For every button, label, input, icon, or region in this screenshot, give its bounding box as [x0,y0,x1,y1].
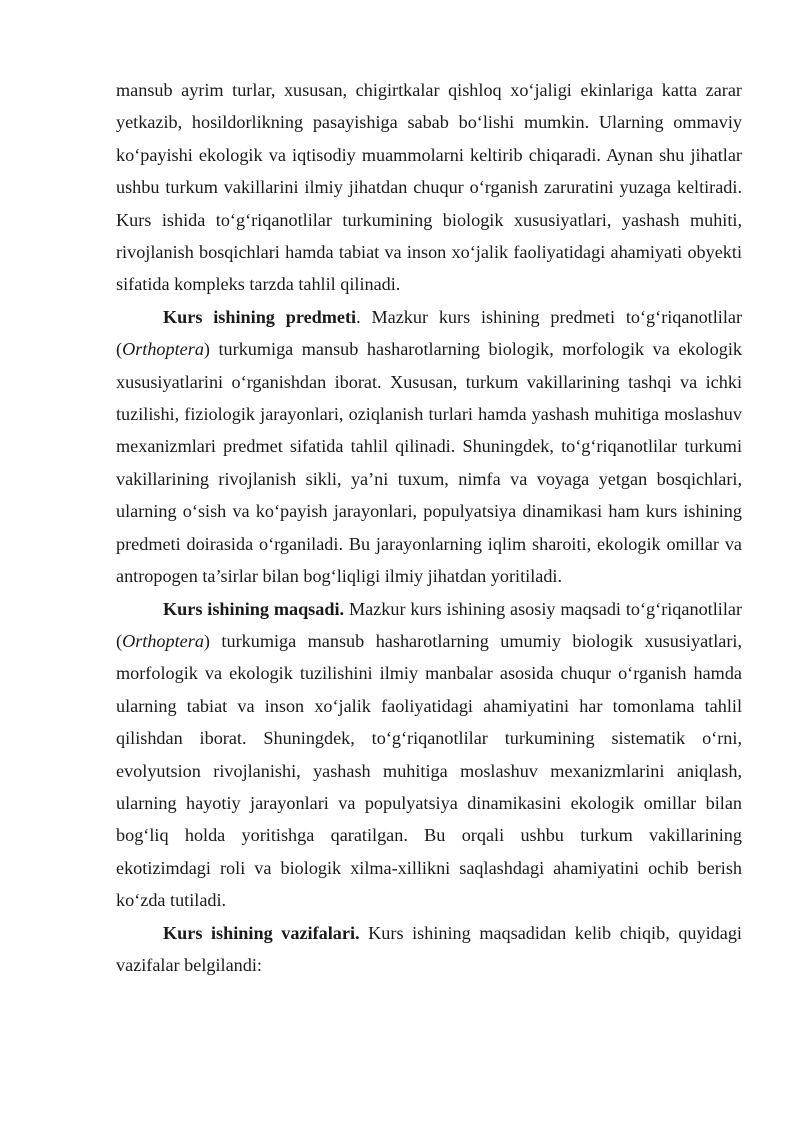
subject-text-start: . Mazkur kurs ishining predmeti to‘g‘riqanotlilar ( [116,306,742,360]
goal-text-start: Mazkur kurs ishining asosiy maqsadi to‘g‘riqanotlilar ( [116,598,743,651]
goal-paragraph [116,593,742,917]
goal-text: ) turkumiga mansub hasharotlarning umumiy biologik xususiyatlari, morfologik va ekologik tuzilishini ilmiy manbalar asosida chuqur o‘rganish hamda ularning tabiat va inson xo‘jalik faoliyatidagi ahamiyatini har tomonlama tahlil qilishdan iborat. Shuningdek, to‘g‘riqanotlilar turkumining sistematik o‘rni, evolyutsion rivojlanishi, yashash muhitiga moslashuv mexanizmlarini aniqlash, ularning hayotiy jarayonlari va populyatsiya dinamikasini ekologik omillar bilan bog‘liq holda yoritishga qaratilgan. Bu orqali ushbu turkum vakillarining ekotizimdagi roli va biologik xilma-xillikni saqlashdagi ahamiyatini ochib berish ko‘zda tutiladi. [116,630,742,911]
goal-latin-name: Orthoptera [122,630,204,651]
subject-latin-name: Orthoptera [122,339,204,360]
subject-text: ) turkumiga mansub hasharotlarning biologik, morfologik va ekologik xususiyatlarini o‘rganishdan iborat. Xususan, turkum vakillarining tashqi va ichki tuzilishi, fiziologik jarayonlari, oziqlanish turlari hamda yashash muhitiga moslashuv mexanizmlari predmet sifatida tahlil qilinadi. Shuningdek, to‘g‘riqanotlilar turkumi vakillarining rivojlanish sikli, ya’ni tuxum, nimfa va voyaga yetgan bosqichlari, ularning o‘sish va ko‘payish jarayonlari, populyatsiya dinamikasi ham kurs ishining predmeti doirasida o‘rganiladi. Bu jarayonlarning iqlim sharoiti, ekologik omillar va antropogen ta’sirlar bilan bog‘liqligi ilmiy jihatdan yoritiladi. [116,339,742,587]
subject-heading: Kurs ishining predmeti [163,306,357,327]
goal-heading: Kurs ishining maqsadi. [163,598,345,619]
document-page [116,74,742,981]
tasks-heading: Kurs ishining vazifalari. [163,922,360,943]
tasks-paragraph [116,917,742,982]
tasks-text: Kurs ishining maqsadidan kelib chiqib, quyidagi vazifalar belgilandi: [116,922,742,975]
subject-paragraph [116,301,742,593]
intro-paragraph: mansub ayrim turlar, xususan, chigirtkalar qishloq xo‘jaligi ekinlariga katta zarar yetkazib, hosildorlikning pasayishiga sabab bo‘lishi mumkin. Ularning ommaviy ko‘payishi ekologik va iqtisodiy muammolarni keltirib chiqaradi. Aynan shu jihatlar ushbu turkum vakillarini ilmiy jihatdan chuqur o‘rganish zaruratini yuzaga keltiradi. Kurs ishida to‘g‘riqanotlilar turkumining biologik xususiyatlari, yashash muhiti, rivojlanish bosqichlari hamda tabiat va inson xo‘jalik faoliyatidagi ahamiyati obyekti sifatida kompleks tarzda tahlil qilinadi. [116,80,742,295]
